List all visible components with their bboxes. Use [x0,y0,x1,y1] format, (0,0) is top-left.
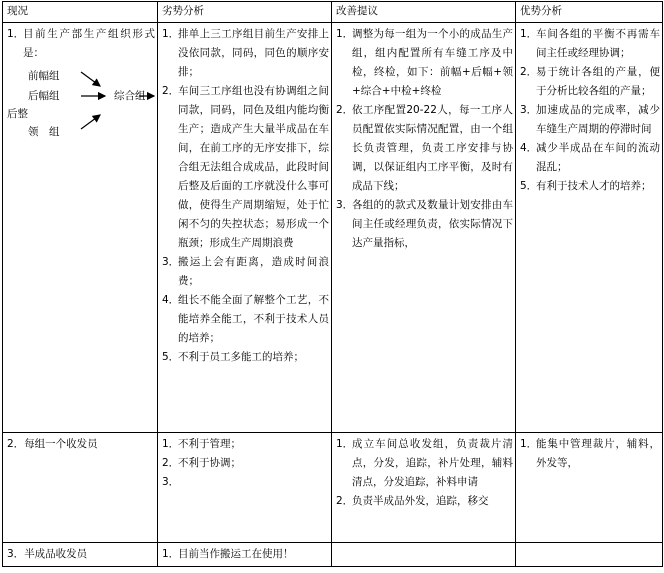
table-row [3,433,663,543]
item-text: 搬运上会有距离，造成时间浪费； [178,256,329,287]
list-item [520,177,660,196]
group-label-finish: 后整 [7,108,28,120]
proposals-cell [332,23,516,433]
item-number: 1． [336,438,354,450]
list-item [336,435,513,492]
table-row [3,23,663,433]
item-text: 车间各组的平衡不再需车间主任或经理协调； [536,28,660,59]
header-proposals: 改善提议 [332,2,516,23]
disadvantages-cell [158,543,332,567]
proposals-cell [332,543,516,567]
advantages-cell [516,23,663,433]
item-number: 3． [162,476,180,488]
item-number: 1． [520,438,538,450]
current-cell: 3．半成品收发员 [3,543,158,567]
item-number: 2． [520,66,538,78]
list-item [162,25,329,82]
item-text [178,473,329,492]
item-text: 组长不能全面了解整个工艺，不能培养全能工，不利于技术人员的培养； [178,294,329,344]
list-item [162,473,329,492]
item-number: 2． [162,85,180,97]
header-advantages: 优势分析 [516,2,663,23]
org-diagram [3,65,157,160]
analysis-table [2,1,663,567]
item-number: 4． [162,294,180,306]
item-text: 成立车间总收发组，负责裁片清点，分发，追踪，补片处理，辅料清点，分发追踪，补料申请 [352,438,513,488]
item-text: 车间三工序组也没有协调组之间同款，同码，同色及组内能均衡生产；造成产生大量半成品在车间，在前工序的无序安排下，综合组无法组合成成品，此段时间后整及后面的工序就没什么事可做，使得生产周期缩短，处于忙闲不匀的失控状态；易形成一个瓶颈；形成生产周期浪费 [178,85,329,249]
list-item [520,63,660,101]
item-number: 5． [162,351,180,363]
list-item [520,435,660,473]
item-number: 1． [336,28,354,40]
item-text: 易于统计各组的产量，便于分析比较各组的产量； [536,66,660,97]
list-item [520,139,660,177]
item-number: 1． [520,28,538,40]
item-text: 不利于员工多能工的培养； [178,351,304,363]
item-text: 依工序配置20-22人，每一工序人员配置依实际情况配置，由一个组长负责管理，负责工序安排与协调，以保证组内工序平衡，及时有成品下线； [352,104,513,192]
item-number: 2． [336,104,354,116]
proposals-cell [332,433,516,543]
current-cell: 2．每组一个收发员 [3,433,158,543]
current-cell [3,23,158,433]
group-label-collar: 领 组 [28,126,60,138]
item-text: 调整为每一组为一个小的成品生产组，组内配置所有车缝工序及中检，终检，如下：前幅+后幅+领+综合+中检+终检 [352,28,513,97]
list-item [336,492,513,511]
advantages-cell [516,433,663,543]
item-number: 2． [336,495,354,507]
arrow-collar [81,115,100,129]
current-text: 每组一个收发员 [24,438,98,450]
header-current: 现况 [3,2,158,23]
item-number: 2． [162,457,180,469]
list-item [162,545,329,564]
list-item [162,82,329,253]
item-text: 不利于协调； [178,457,241,469]
header-disadvantages: 劣势分析 [158,2,332,23]
list-item: 1． 目前生产部生产组织形式是： [7,25,155,63]
list-item [336,25,513,101]
item-text: 能集中管理裁片，辅料，外发等， [536,438,660,469]
item-text: 各组的的款式及数量计划安排由车间主任或经理负责，依实际情况下达产量指标， [352,199,513,249]
item-text: 排单上三工序组目前生产安排上没依同款，同码，同色的顺序安排； [178,28,329,78]
item-number: 3． [162,256,180,268]
list-item [162,291,329,348]
item-number: 1． [162,548,180,560]
list-item [162,435,329,454]
list-item [336,101,513,196]
header-row [3,2,663,23]
list-item [162,253,329,291]
group-label-back: 后幅组 [28,90,60,102]
disadvantages-cell [158,433,332,543]
item-number: 4． [520,142,538,154]
list-item [520,101,660,139]
disadvantages-cell [158,23,332,433]
list-item [162,348,329,367]
current-intro: 目前生产部生产组织形式是： [23,28,155,59]
target-label-combined: 综合组 [114,90,146,102]
item-text: 有利于技术人才的培养； [536,180,652,192]
list-item [336,196,513,253]
item-text: 负责半成品外发，追踪，移交 [352,495,489,507]
item-text: 加速成品的完成率，减少车缝生产周期的停滞时间 [536,104,660,135]
item-number: 1． [162,438,180,450]
advantages-cell [516,543,663,567]
item-text: 减少半成品在车间的流动混乱； [536,142,660,173]
item-number: 5． [520,180,538,192]
current-text: 半成品收发员 [24,548,88,560]
item-number: 3． [520,104,538,116]
item-number: 1． [162,28,180,40]
item-number: 3． [336,199,354,211]
item-text: 目前当作搬运工在使用！ [178,548,294,560]
group-label-front: 前幅组 [28,70,60,82]
item-text: 不利于管理； [178,438,241,450]
list-item [520,25,660,63]
table-row [3,543,663,567]
arrows-graphic [3,65,158,160]
list-item [162,454,329,473]
arrow-front [81,72,100,86]
